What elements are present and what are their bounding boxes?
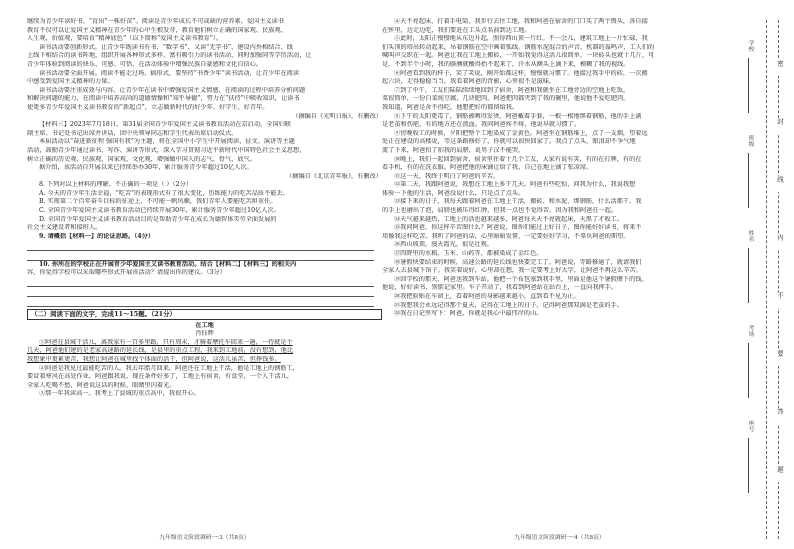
text-line: 我想象中更累更苦，我想让阿爸在城里找个体面的活干，但阿爸说，这活儿虽苦，但挣钱多。 [27, 355, 281, 363]
text-line: 肖钰辉 [195, 330, 214, 338]
text-line: 用像我这样吃苦。我听了阿爸的话，心里暗暗发誓，一定要好好学习，不辜负阿爸的期望。 [382, 232, 630, 240]
text-line: ⑨傍晚收工的时候，夕阳把整个工地染成了金黄色。阿爸坐在钢筋堆上，点了一支烟，望着远 [394, 129, 648, 137]
text-line: 使更多青少年爱国主义读书教育的“新起点”，立志做新时代的好少年、好学生、好青年。 [27, 103, 269, 111]
text-line: 本届活动以“奋进新征程 强国有我”为主题，将在全国中小学生中开展阅读、征文、演讲等主题 [39, 138, 295, 146]
text-line: A. 今天的青少年生活幸福，“吃苦”的表现形式有了很大变化，历练能力的吃苦品质不能丢。 [39, 189, 289, 197]
cut-line-outer [766, 20, 767, 539]
text-line: 上线下相结合的读书阵地，组织开展各种形式多样、富有吸引力的读书活动，同时加强同等学历活动，让 [27, 52, 312, 60]
text-line: 处正在建设的高楼说，等这条路修好了，你就可以很快回家了。我点了点头，眼泪却不争气地 [382, 138, 636, 146]
text-line: 菜很简单，一份白菜炖豆腐，几块肥肉，阿爸把肉都夹到了我的碗里，他说他不爱吃肥肉。 [382, 95, 630, 103]
text-line: ⑲回学校的那天，阿爸送我到车站。他把一个布包塞到我手里，里面是他这个暑假攒下的钱。 [394, 275, 648, 283]
text-line: 读书活动要创新形式。让青少年既读书有书、“数字书”、又读“无字书”，建设内外相结合、线 [39, 43, 293, 51]
info-field-blank[interactable] [748, 343, 759, 398]
answer-blank-line[interactable] [27, 241, 374, 251]
text-line: （摘编自《北京青年报》，有删改） [286, 172, 382, 180]
info-field-blank[interactable] [748, 58, 759, 113]
text-line: 容，你觉得学校可以采取哪些形式开展该活动？请提出你的建议。（3分） [27, 269, 226, 277]
answer-blank-line[interactable] [27, 251, 374, 261]
answer-blank-line[interactable] [27, 278, 374, 288]
text-line: 看手机，有的在洗衣服。阿爸把他的床铺让给了我，自己在地上铺了张凉席。 [382, 164, 593, 172]
text-line: 是，不到半个小时，我的胳膊就酸得抬不起来了，汗水从额头上滴下来，模糊了我的视线。 [382, 60, 630, 68]
seal-char: 答 [776, 408, 784, 425]
text-line: 要冒着寒风在高处作业，阿爸跟我说，现在条件好多了，工地上有宿舍，有食堂，一个人干活儿， [27, 373, 294, 381]
text-line: ④天不亮起床，打着手电筒，我步行去往工地，我和阿爸在宿舍的门口买了两个馒头，各自揣 [394, 18, 648, 25]
text-line: ⑫第二天，我跟阿爸说，我想在工地上多干几天。阿爸有些吃惊，问我为什么，我说我想 [394, 181, 636, 189]
text-line: 几天，阿爸他们建的是老家高速路的延长线，是县里的重点工程，我来到工地前，没有想到，他比 [27, 347, 294, 355]
info-field-label: 班级 [747, 135, 753, 147]
left-page [27, 0, 382, 549]
text-line: ⑧下午的太阳更毒了，钢筋被晒得发烫，阿爸戴着手套，一根一根地绑着钢筋，他的手上满 [394, 112, 642, 120]
text-line: 他说，好好读书，别惦记家里。车子开动了，我看到阿爸站在站台上，一直向我挥手。 [382, 284, 618, 292]
seal-char: 要 [776, 350, 784, 367]
text-line: 活动，鼓励青少年通过读书、写作、演讲等形式，深入学习贯彻习近平新时代中国特色社会主义思想， [27, 146, 306, 154]
text-line: 和解决问题的能力，在阅读中培养高尚的道德情操和“知乎导德”，努力在“扶持”中吸收知识，让读书 [27, 95, 300, 103]
seal-char: 题 [776, 466, 784, 483]
text-line: 社会主义建设者和接班人。 [27, 224, 102, 232]
text-line: ③那一年我读高一。我考上了县城的重点高中，我很开心。 [39, 390, 200, 398]
text-line: 读书活动要注重成效与内容。让青少年在读书中增强爱国主义情感，在阅读的过程中培养分析问题 [39, 86, 306, 94]
text-line: （摘编自《光明日报》，有删改） [292, 112, 382, 120]
info-field-label: 座号 [747, 420, 753, 432]
text-line: ㉒我在日记里写下：阿爸，你就是我心中最伟岸的山。 [394, 310, 543, 318]
right-page-text [382, 18, 737, 319]
text-line: 据介绍，该活动自开展以来已持续举办30年，累计服务青少年超过10亿人次。 [39, 164, 253, 172]
text-line: ⑳我把脸贴在车窗上，看着阿爸的身影越来越小，直到看不见为止。 [394, 293, 580, 300]
text-line: 的手上也磨出了泡，肩膀也被压得红肿，但我一点也不觉得苦，因为我和阿爸在一起。 [382, 207, 618, 215]
seal-char: 密 [776, 60, 784, 77]
text-line: 9. 请概括【材料一】的论证思路。（4分） [39, 232, 155, 240]
answer-blank-line[interactable] [27, 287, 374, 297]
text-line: 读书活动要全面开展。阅读不能走过场、搞形式，要坚持“书香少年”读书活动，让青少年在阅读 [39, 69, 300, 77]
info-field-blank[interactable] [748, 153, 759, 208]
text-line: 8. 下列对以上材料的理解，不正确的一项是（ ）（2分） [39, 181, 192, 189]
info-field-blank[interactable] [748, 438, 759, 493]
text-line: 教育不仅可以让爱国主义精神在青少年的心中生根发芽，教育他们树立正确的国家观、民族观、 [27, 26, 287, 34]
text-line: 10. 你所在的学校正在开展青少年爱国主义读书教育活动。结合【材料二】【材料三】的相关内 [39, 260, 297, 268]
text-line: ⑱暑假快要结束的时候，高速公路的延长线也快要完工了。阿爸说，等路修通了，就请我们 [394, 258, 642, 266]
text-line: ⑩晚上，我们一起回到宿舍，宿舍里住着十几个工友，大家有说有笑，有的在打牌，有的在 [394, 155, 642, 163]
left-page-footer: 九年级语文阶段调研一·3（共8页） [159, 535, 250, 541]
seal-char: 不 [776, 292, 784, 309]
text-line: 继续为青少年读好书、“育出”一株好苗”。阅读是青少年成长不可或缺的营养素。爱国主义读书 [27, 18, 284, 25]
seal-char: 内 [776, 234, 784, 251]
cut-line-inner [778, 20, 779, 539]
text-line: ⑪这一天，我终于明白了阿爸的辛苦。 [394, 172, 500, 180]
text-line: ⑤此时，太阳正慢慢地从东边升起，照得西山顶一片红。不一会儿，建筑工地上一片忙碌，我 [394, 35, 648, 43]
text-line: ②阿爸是我见过最能吃苦的人。我去年腊月回来，阿爸还在工地上干活，他是工地上的钢筋工， [39, 364, 299, 372]
info-field-blank[interactable] [748, 248, 759, 303]
text-line: 在怀里，边走边吃，我们要赶在工头点名前到达工地。 [382, 26, 531, 34]
text-line: ⑰四野里的水稻、玉米、山药等，都被染成了金红色。 [394, 250, 543, 258]
text-line: 全家人吃喝不愁，阿爸说这话的时候，眼睛里闪着光。 [27, 381, 176, 389]
right-page [382, 0, 737, 549]
text-line: 起六块，走得稳稳当当，我看着阿爸的背影，心里很不是滋味。 [382, 78, 556, 86]
text-line: D. 全国青少年爱国主义读书教育活动目的是帮助青少年在成长为德智体美劳全面发展的 [39, 215, 277, 223]
seal-char: 线 [776, 176, 784, 193]
text-line: ⑥阿爸看到我的样子，笑了笑说，刚开始都这样，慢慢就习惯了。他接过我手中的砖，一次搬 [394, 69, 648, 77]
answer-blank-line[interactable] [27, 297, 374, 307]
text-line: ⑦到了中午，工友们陆陆续续地回到了宿舍，阿爸和我就坐在工地旁边的空地上吃饭。 [394, 86, 630, 94]
text-line: ⑯西山坡顶，漫天霞光，很是壮观。 [394, 241, 493, 249]
text-line: B. 实现第二个百年奋斗目标的征途上，不可能一帆风顺，我们青年人要能吃苦担重任。 [39, 198, 277, 206]
info-field-label: 学校 [747, 40, 753, 52]
binding-gutter [746, 0, 794, 549]
info-field-label: 考场 [747, 325, 753, 337]
text-line: 是老茧和伤疤，有的地方还在流血。我问阿爸疼不疼，他说早就习惯了。 [382, 121, 580, 129]
right-page-footer: 九年级语文阶段调研一·4（共8页） [514, 535, 605, 541]
text-line: 副主席、书记处书记出席并讲话，团中央领导同志和学生代表出席启动仪式。 [27, 129, 238, 137]
text-line: 树立正确的历史观、民族观、国家观、文化观，增强做中国人的志气、骨气、底气。 [27, 155, 256, 163]
text-line: ㉑我想我会永远记得那个夏天，记得在工地上的日子，记得阿爸那双满是老茧的手。 [394, 301, 623, 309]
info-field-label: 姓名 [747, 230, 753, 242]
text-line: 我知道，阿爸是舍不得吃，他想把好的都留给我。 [382, 103, 519, 111]
left-page-text [27, 18, 382, 399]
text-line: 全家人去县城下馆子。我笑着说好，心里却在想，我一定要考上好大学，让阿爸不再这么辛苦。 [382, 267, 642, 275]
text-line: 体验一下他的生活，阿爸没说什么，只是点了点头。 [382, 189, 525, 197]
text-line: 在工地 [195, 321, 214, 329]
seal-char: 封 [776, 118, 784, 135]
text-line: ⑮我问阿爸，你这样辛苦图什么？阿爸说，图你们能过上好日子，图你能好好读书，将来不 [394, 224, 642, 232]
text-line: ①阿爸在县城干活儿，离我家有一百多里路，只有周末，才骑着摩托车回来一趟，一待就是个 [39, 338, 293, 346]
text-line: 们头顶的塔吊转动起来，吊着钢筋在空中画着弧线。钢筋水泥混合的声音、机器的轰鸣声、工人们的 [382, 43, 655, 51]
text-line: 【材料三】2023年7月18日，第31届全国青少年爱国主义读书教育活动在京启动。全国妇联 [39, 121, 291, 129]
text-line: 中感受到爱国主义精神的力量。 [27, 78, 114, 86]
section-heading: （二）阅读下面的文字，完成11～15题。（21分） [27, 309, 382, 320]
text-line: C. 全国青少年爱国主义读书教育活动已持续开展30年，累计服务青少年超过10亿人次。 [39, 207, 280, 215]
text-line: ⑭天气越来越热，工地上的活也越来越多，阿爸每天天不亮就起床，天黑了才收工。 [394, 215, 623, 223]
text-line: 人生观、价值观，要培育“精神底色”（以下简称“爱国主义读书教育”）。 [27, 35, 223, 43]
text-line: ⑬接下来的日子，我每天跟着阿爸在工地上干活，搬砖、和水泥、绑钢筋，什么活都干。我 [394, 198, 642, 206]
text-line: 喊叫声交织在一起。阿爸让我在工地上搬砖，一开始我觉得这活儿很简单，一块砖头也就十几斤，可 [382, 52, 655, 60]
text-line: 青少年体验到阅读的快乐、可感、可悟、在活动体验中增强民族自豪感和文化自信心。 [27, 60, 263, 68]
text-line: 流了下来，阿爸拍了拍我的肩膀，说男子汉不能哭。 [382, 146, 525, 154]
